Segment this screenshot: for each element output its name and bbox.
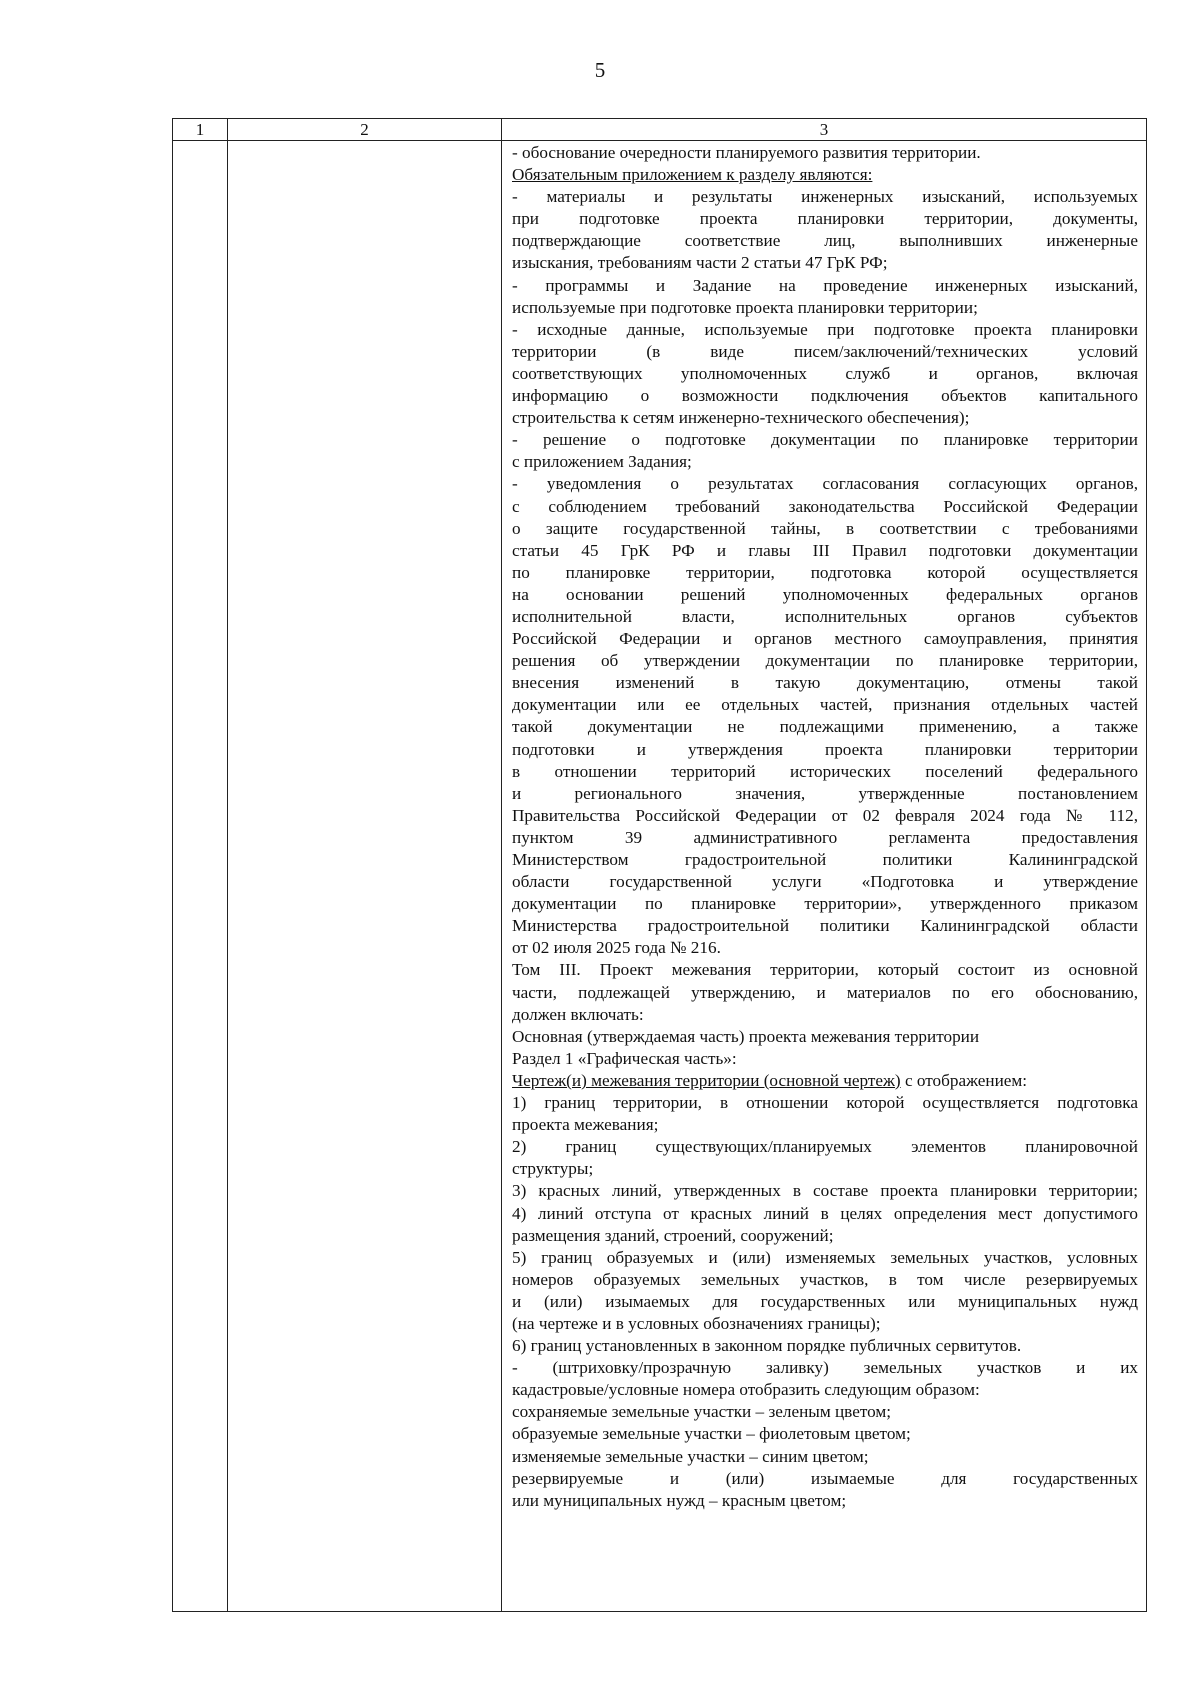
text-line: Раздел 1 «Графическая часть»:	[512, 1048, 737, 1068]
text-line: такой документации не подлежащими применению, а также	[512, 717, 1138, 737]
table-row	[173, 141, 1147, 1612]
text-line: размещения зданий, строений, сооружений;	[512, 1225, 834, 1245]
text-line: - обоснование очередности планируемого развития территории.	[512, 143, 981, 162]
cell-col-2	[228, 141, 502, 1612]
text-line: Обязательным приложением к разделу являются:	[512, 165, 873, 185]
text-line: Правительства Российской Федерации от 02 февраля 2024 года № 112,	[512, 805, 1138, 825]
text-line: должен включать:	[512, 1004, 644, 1024]
text-line: от 02 июля 2025 года № 216.	[512, 938, 721, 958]
text-line: пунктом 39 административного регламента предоставления	[512, 827, 1138, 847]
text-line: 5) границ образуемых и (или) изменяемых земельных участков, условных	[512, 1247, 1138, 1267]
text-line: 1) границ территории, в отношении которой осуществляется подготовка	[512, 1093, 1138, 1113]
underlined-text: Чертеж(и) межевания территории (основной чертеж)	[512, 1070, 901, 1090]
content-text-block	[512, 142, 1138, 1512]
text-line: 2) границ существующих/планируемых элементов планировочной	[512, 1137, 1138, 1157]
header-cell-2: 2	[228, 119, 502, 141]
text-line: решения об утверждении документации по планировке территории,	[512, 651, 1138, 671]
text-line: сохраняемые земельные участки – зеленым цветом;	[512, 1402, 892, 1422]
text-line: строительства к сетям инженерно-технического обеспечения);	[512, 408, 970, 428]
text-fragment: с отображением:	[900, 1070, 1028, 1090]
text-line: Том III. Проект межевания территории, который состоит из основной	[512, 960, 1138, 980]
text-line: части, подлежащей утверждению, и материалов по его обоснованию,	[512, 982, 1138, 1002]
text-line: по планировке территории, подготовка которой осуществляется	[512, 562, 1138, 582]
cell-col-1	[173, 141, 228, 1612]
text-line: образуемые земельные участки – фиолетовым цветом;	[512, 1424, 911, 1444]
text-line: 6) границ установленных в законном порядке публичных сервитутов.	[512, 1336, 1022, 1356]
text-line: Российской Федерации и органов местного самоуправления, принятия	[512, 629, 1138, 649]
text-line: с приложением Задания;	[512, 452, 692, 472]
text-line: - исходные данные, используемые при подготовке проекта планировки	[512, 319, 1138, 339]
text-line: номеров образуемых земельных участков, в том числе резервируемых	[512, 1269, 1138, 1289]
table-header-row	[173, 119, 1147, 141]
text-line: в отношении территорий исторических поселений федерального	[512, 761, 1138, 781]
text-line: - уведомления о результатах согласования согласующих органов,	[512, 474, 1138, 494]
text-line: области государственной услуги «Подготовка и утверждение	[512, 872, 1138, 892]
text-line: (на чертеже и в условных обозначениях границы);	[512, 1313, 881, 1333]
text-line: 3) красных линий, утвержденных в составе проекта планировки территории;	[512, 1181, 1138, 1201]
text-line: о защите государственной тайны, в соответствии с требованиями	[512, 518, 1138, 538]
text-line: на основании решений уполномоченных федеральных органов	[512, 584, 1138, 604]
text-line: территории (в виде писем/заключений/технических условий	[512, 341, 1138, 361]
document-table	[172, 118, 1147, 1612]
text-line: - материалы и результаты инженерных изысканий, используемых	[512, 187, 1138, 207]
text-line: и (или) изымаемых для государственных или муниципальных нужд	[512, 1291, 1138, 1311]
text-line: резервируемые и (или) изымаемые для государственных	[512, 1468, 1138, 1488]
text-line: используемые при подготовке проекта планировки территории;	[512, 297, 978, 317]
cell-col-3-content	[502, 141, 1147, 1612]
text-line: подтверждающие соответствие лиц, выполнивших инженерные	[512, 231, 1138, 251]
text-line: Министерством градостроительной политики Калининградской	[512, 850, 1138, 869]
text-line: изменяемые земельные участки – синим цветом;	[512, 1446, 869, 1466]
text-line: - (штриховку/прозрачную заливку) земельных участков и их	[512, 1358, 1138, 1378]
text-line: статьи 45 ГрК РФ и главы III Правил подготовки документации	[512, 540, 1138, 560]
text-line: подготовки и утверждения проекта планировки территории	[512, 739, 1138, 759]
text-line: - решение о подготовке документации по планировке территории	[512, 430, 1138, 450]
text-line	[512, 1070, 1138, 1092]
text-line: - программы и Задание на проведение инженерных изысканий,	[512, 275, 1138, 295]
text-line: и регионального значения, утвержденные постановлением	[512, 783, 1138, 803]
text-line: внесения изменений в такую документацию, отмены такой	[512, 673, 1138, 693]
text-line: Министерства градостроительной политики Калининградской области	[512, 916, 1138, 936]
header-cell-3: 3	[502, 119, 1147, 141]
text-line: Основная (утверждаемая часть) проекта межевания территории	[512, 1026, 980, 1046]
text-line: кадастровые/условные номера отобразить следующим образом:	[512, 1380, 980, 1400]
page-number: 5	[594, 58, 606, 82]
text-line: или муниципальных нужд – красным цветом;	[512, 1490, 847, 1510]
text-line: соответствующих уполномоченных служб и органов, включая	[512, 363, 1138, 383]
text-line: исполнительной власти, исполнительных органов субъектов	[512, 606, 1138, 626]
text-line: изыскания, требованиям части 2 статьи 47 ГрК РФ;	[512, 253, 888, 273]
text-line: с соблюдением требований законодательства Российской Федерации	[512, 496, 1138, 516]
header-cell-1: 1	[173, 119, 228, 141]
text-line: документации по планировке территории», утвержденного приказом	[512, 894, 1138, 914]
text-line: при подготовке проекта планировки территории, документы,	[512, 209, 1138, 229]
text-line: проекта межевания;	[512, 1115, 659, 1135]
text-line: информацию о возможности подключения объектов капитального	[512, 386, 1138, 406]
text-line: документации или ее отдельных частей, признания отдельных частей	[512, 695, 1138, 715]
text-line: структуры;	[512, 1159, 594, 1179]
text-line: 4) линий отступа от красных линий в целях определения мест допустимого	[512, 1203, 1138, 1223]
